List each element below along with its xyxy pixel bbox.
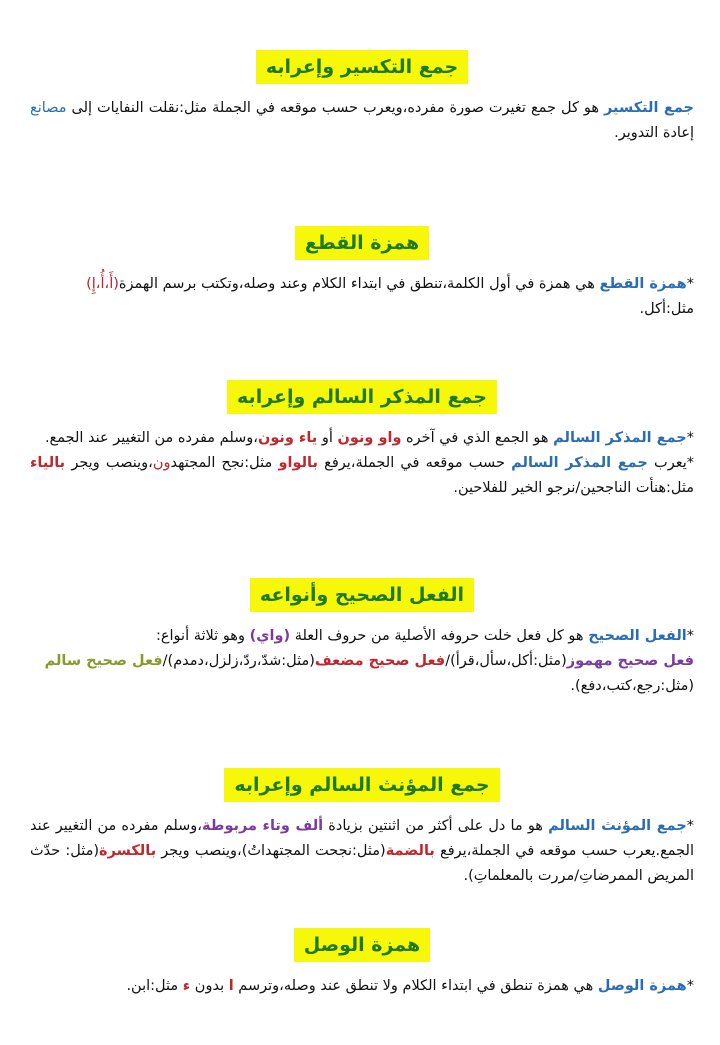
section-title: همزة الوصل <box>294 928 430 962</box>
section-paragraph-3: (مثل:رجع،كتب،دفع). <box>570 678 694 694</box>
term: جمع المؤنث السالم <box>548 818 687 834</box>
section-broken-plural <box>30 50 694 146</box>
section-title: الفعل الصحيح وأنواعه <box>250 578 474 612</box>
section-paragraph: جمع التكسير هو كل جمع تغيرت صورة مفرده،ويعرب حسب موقعه في الجملة مثل:نقلت النفايات إلى مصانع إعادة التدوير. <box>30 100 694 141</box>
section-masculine-plural <box>30 380 694 501</box>
section-sound-verb <box>30 578 694 699</box>
section-paragraph: *همزة الوصل هي همزة تنطق في ابتداء الكلام ولا تنطق عند وصله،وترسم ا بدون ء مثل:ابن. <box>126 978 694 994</box>
section-paragraph-2: *يعرب جمع المذكر السالم حسب موقعه في الجملة،يرفع بالواو مثل:نجح المجتهدون،وينصب ويجر بالياء مثل:هنأت الناجحين/نرجو الخير للفلاحين. <box>30 455 694 496</box>
section-paragraph: *جمع المذكر السالم هو الجمع الذي في آخره واو ونون أو ياء ونون،وسلم مفرده من التغيير عند الجمع. <box>44 430 694 446</box>
section-hamzat-qat <box>30 226 694 322</box>
section-paragraph: *جمع المؤنث السالم هو ما دل على أكثر من اثنتين بزيادة ألف وتاء مربوطة،وسلم مفرده من التغيير عند الجمع.يعرب حسب موقعه في الجملة،يرفع بالضمة(مثل:نجحت المجتهداتُ)،وينصب ويجر بالكسرة(مثل: حدّث المريض الممرضاتِ/مررت بالمعلماتِ). <box>30 818 695 884</box>
term: جمع المذكر السالم <box>511 455 648 471</box>
section-title: جمع المؤنث السالم وإعرابه <box>224 768 499 802</box>
section-paragraph: *الفعل الصحيح هو كل فعل خلت حروفه الأصلية من حروف العلة (واي) وهو ثلاثة أنواع: <box>155 628 694 644</box>
section-title: همزة القطع <box>295 226 429 260</box>
section-paragraph-line2: مثل:أكل. <box>639 301 694 317</box>
example-word: مصانع <box>30 100 67 116</box>
section-title: جمع التكسير وإعرابه <box>256 50 468 84</box>
section-paragraph-2: فعل صحيح مهموز(مثل:أكل،سأل،قرأ)/فعل صحيح مضعف(مثل:شدّ،ردّ،زلزل،دمدم)/فعل صحيح سالم <box>44 653 694 669</box>
term: الفعل الصحيح <box>588 628 687 644</box>
term: جمع التكسير <box>604 100 694 116</box>
term: جمع المذكر السالم <box>553 430 687 446</box>
hamza-forms: (أَ،أُ،إِ) <box>86 276 119 292</box>
section-title: جمع المذكر السالم وإعرابه <box>227 380 497 414</box>
section-feminine-plural <box>30 768 694 889</box>
section-hamzat-wasl <box>30 928 694 999</box>
term: همزة الوصل <box>597 978 687 994</box>
term: همزة القطع <box>599 276 687 292</box>
section-paragraph: *همزة القطع هي همزة في أول الكلمة،تنطق في ابتداء الكلام وعند وصله،وتكتب برسم الهمزة(أَ،أُ،إِ) <box>86 276 694 292</box>
